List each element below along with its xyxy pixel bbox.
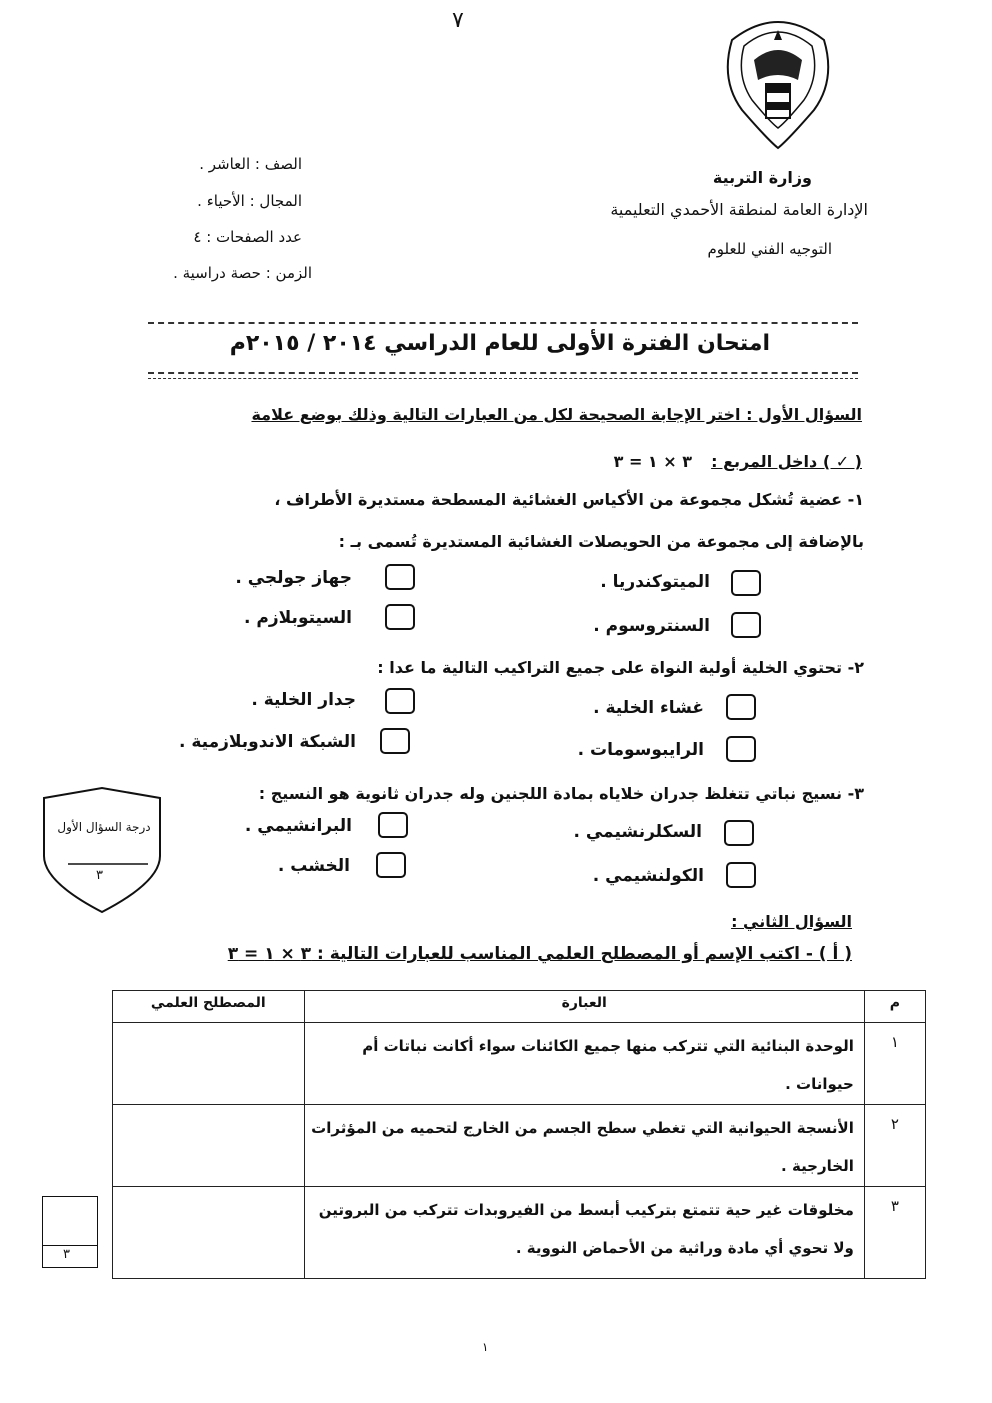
- statement-cell-3: مخلوقات غير حية تتمتع بتركيب أبسط من الفيروبدات تتركب من البروتين ولا تحوي أي مادة وراثية من الأحماض النووية .: [304, 1187, 864, 1279]
- terms-table-header: [113, 991, 926, 1023]
- directorate-name: الإدارة العامة لمنطقة الأحمدي التعليمية: [610, 200, 868, 219]
- q1-title: السؤال الأول : اختر الإجابة الصحيحة لكل من العبارات التالية وذلك بوضع علامة: [251, 405, 862, 424]
- q1-item2-option-c: الرايبوسومات .: [577, 740, 704, 760]
- q1-item3-option-b: البرانشيمي .: [244, 816, 352, 836]
- department-name: التوجيه الفني للعلوم: [707, 240, 832, 258]
- q1-item1-line1: ١- عضية تُشكل مجموعة من الأكياس الغشائية المسطحة مستديرة الأطراف ،: [274, 490, 864, 509]
- statement-cell-2: الأنسجة الحيوانية التي تغطي سطح الجسم من الخارج لتحميه من المؤثرات الخارجية .: [304, 1105, 864, 1187]
- q1-score-label: درجة السؤال الأول: [57, 820, 151, 834]
- q1-title-cont: ( ✓ ) داخل المربع :: [711, 452, 862, 471]
- q1-item1-option-a-checkbox[interactable]: [731, 570, 761, 596]
- q2-part-a: ( أ ) - اكتب الإسم أو المصطلح العلمي المناسب للعبارات التالية : ٣ × ١ = ٣: [227, 944, 852, 964]
- q1-item3-option-c-checkbox[interactable]: [726, 862, 756, 888]
- page-number: ١: [482, 1340, 489, 1354]
- q1-item1-option-b-checkbox[interactable]: [385, 564, 415, 590]
- q1-item3-option-a-checkbox[interactable]: [724, 820, 754, 846]
- q1-score-value: ٣: [96, 868, 103, 883]
- title-rule-bottom: [148, 372, 858, 374]
- pages-label: عدد الصفحات : ٤: [193, 228, 302, 246]
- q1-item2-option-b: جدار الخلية .: [251, 690, 356, 710]
- q1-item1-option-d-checkbox[interactable]: [385, 604, 415, 630]
- title-rule-top: [148, 322, 858, 324]
- term-answer-cell-3[interactable]: [113, 1187, 305, 1279]
- q1-item2-line1: ٢- تحتوي الخلية أولية النواة على جميع التراكيب التالية ما عدا :: [377, 658, 864, 677]
- q1-item3-option-b-checkbox[interactable]: [378, 812, 408, 838]
- header-number: م: [864, 991, 925, 1023]
- q1-score-shield: [32, 786, 172, 916]
- q1-item3-option-d-checkbox[interactable]: [376, 852, 406, 878]
- exam-title: امتحان الفترة الأولى للعام الدراسي ٢٠١٤ / ٢٠١٥م: [229, 331, 770, 356]
- title-rule-bottom-2: [148, 378, 858, 379]
- term-answer-cell-1[interactable]: [113, 1023, 305, 1105]
- q1-marks: ٣ × ١ = ٣: [613, 452, 692, 471]
- q1-item3-line1: ٣- نسيج نباتي تتغلظ جدران خلاياه بمادة اللجنين وله جدران ثانوية هو النسيج :: [258, 784, 864, 803]
- q2-title: السؤال الثاني :: [731, 912, 852, 931]
- q1-item2-option-b-checkbox[interactable]: [385, 688, 415, 714]
- q1-item1-option-b: جهاز جولجي .: [235, 568, 352, 588]
- ministry-name: وزارة التربية: [712, 168, 812, 187]
- q1-item2-option-a: غشاء الخلية .: [593, 698, 704, 718]
- q1-item3-option-a: السكلرنشيمي .: [573, 822, 702, 842]
- terms-table: [112, 990, 926, 1279]
- table-row: [113, 1187, 926, 1279]
- header-statement: العبارة: [304, 991, 864, 1023]
- q1-item3-option-c: الكولنشيمي .: [592, 866, 704, 886]
- q1-item3-option-d: الخشب .: [277, 856, 350, 876]
- q1-item2-option-d-checkbox[interactable]: [380, 728, 410, 754]
- q1-item1-option-c: السنتروسوم .: [593, 616, 710, 636]
- term-answer-cell-2[interactable]: [113, 1105, 305, 1187]
- table-row: [113, 1105, 926, 1187]
- q1-item1-option-d: السيتوبلازم .: [244, 608, 352, 628]
- q1-item1-option-c-checkbox[interactable]: [731, 612, 761, 638]
- kuwait-emblem-icon: [718, 10, 838, 150]
- grade-label: الصف : العاشر .: [199, 155, 302, 173]
- q1-item2-option-d: الشبكة الاندوبلازمية .: [178, 732, 356, 752]
- table-row: [113, 1023, 926, 1105]
- q1-item1-option-a: الميتوكندريا .: [600, 572, 710, 592]
- q1-item2-option-a-checkbox[interactable]: [726, 694, 756, 720]
- q2-score-box: [42, 1196, 98, 1268]
- q2-score-value: ٣: [63, 1247, 70, 1262]
- q1-item2-option-c-checkbox[interactable]: [726, 736, 756, 762]
- page-mark-top: ٧: [452, 8, 464, 33]
- time-label: الزمن : حصة دراسية .: [173, 264, 312, 282]
- row-number-1: ١: [864, 1023, 925, 1105]
- header-term: المصطلح العلمي: [113, 991, 305, 1023]
- row-number-3: ٣: [864, 1187, 925, 1279]
- statement-cell-1: الوحدة البنائية التي تتركب منها جميع الكائنات سواء أكانت نباتات أم حيوانات .: [304, 1023, 864, 1105]
- q1-item1-line2: بالإضافة إلى مجموعة من الحويصلات الغشائية المستديرة تُسمى بـ :: [338, 532, 864, 551]
- row-number-2: ٢: [864, 1105, 925, 1187]
- subject-label: المجال : الأحياء .: [197, 192, 302, 210]
